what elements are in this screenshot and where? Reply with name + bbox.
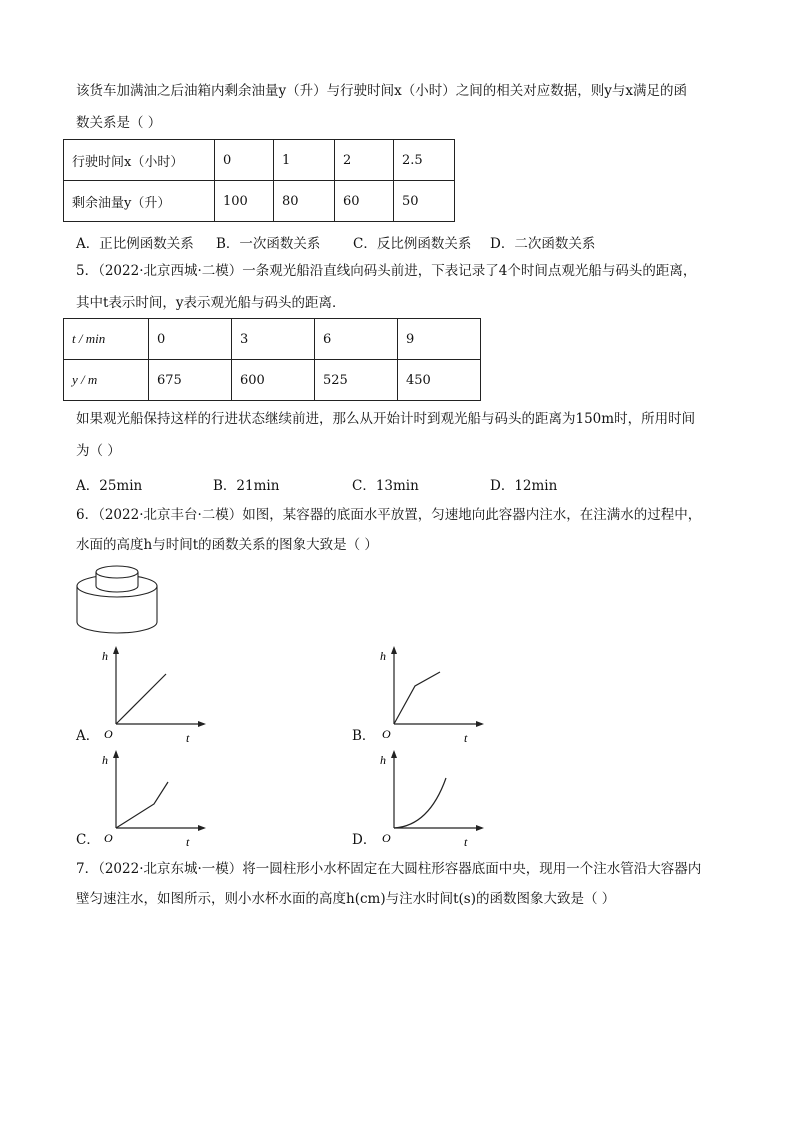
option-c-graph [96,748,206,858]
option-c: C．13min [352,478,419,494]
graph-curve [116,674,166,724]
q7-text-line-1: 7．（2022·北京东城·一模）将一圆柱形小水杯固定在大圆柱形容器底面中央，现用一个注水管沿大容器内 [76,861,702,877]
h-axis-label: h [102,753,108,767]
table-cell: 600 [232,360,315,401]
table-cell: y / m [64,360,149,401]
origin-label: O [382,831,391,845]
graph-curve [394,672,440,724]
table-row [64,140,455,181]
table-cell: 60 [335,181,394,222]
table-row [64,319,481,360]
table-cell: t / min [64,319,149,360]
table-row [64,181,455,222]
origin-label: O [104,831,113,845]
option-c: C．反比例函数关系 [353,236,472,252]
option-b-graph [374,644,484,754]
option-a-label: A． [76,728,100,744]
t-axis-label: t [186,835,190,849]
y-axis-arrow [113,750,119,758]
table-cell: 6 [315,319,398,360]
table-cell: 1 [274,140,335,181]
origin-label: O [382,727,391,741]
h-axis-label: h [102,649,108,663]
q4-data-table [63,139,455,222]
table-cell: 100 [215,181,274,222]
origin-label: O [104,727,113,741]
container-figure [72,562,162,638]
table-cell: 3 [232,319,315,360]
q6-text-line-2: 水面的高度h与时间t的函数关系的图象大致是（ ） [76,537,378,553]
option-b-label: B． [352,728,376,744]
q5-text-line-3: 如果观光船保持这样的行进状态继续前进，那么从开始计时到观光船与码头的距离为150m时，所用时间 [76,411,696,427]
graph-curve [116,782,168,828]
q7-text-line-2: 壁匀速注水，如图所示，则小水杯水面的高度h(cm)与注水时间t(s)的函数图象大致是（ ） [76,891,616,907]
small-cylinder-top [96,566,138,578]
option-d-label: D． [352,832,377,848]
table-cell: 675 [149,360,232,401]
h-axis-label: h [380,649,386,663]
y-axis-arrow [391,646,397,654]
y-axis-arrow [391,750,397,758]
option-d-graph [374,748,484,858]
x-axis-arrow [198,721,206,727]
table-cell: 9 [398,319,481,360]
q5-text-line-4: 为（ ） [76,443,121,459]
table-cell: 行驶时间x（小时） [64,140,215,181]
graph-curve [394,778,446,828]
q5-data-table [63,318,481,401]
table-cell: 525 [315,360,398,401]
q4-text-line-1: 该货车加满油之后油箱内剩余油量y（升）与行驶时间x（小时）之间的相关对应数据，则y与x满足的函 [76,83,687,99]
option-d: D．二次函数关系 [490,236,596,252]
table-row [64,360,481,401]
table-cell: 0 [215,140,274,181]
table-cell: 450 [398,360,481,401]
x-axis-arrow [476,721,484,727]
option-b: B．21min [213,478,280,494]
option-a: A．25min [76,478,143,494]
option-a-graph [96,644,206,754]
q5-text-line-2: 其中t表示时间，y表示观光船与码头的距离． [76,295,346,311]
t-axis-label: t [464,835,468,849]
q6-text-line-1: 6．（2022·北京丰台·二模）如图，某容器的底面水平放置，匀速地向此容器内注水，在注满水的过程中， [76,507,702,523]
table-cell: 2.5 [394,140,455,181]
table-cell: 2 [335,140,394,181]
table-cell: 50 [394,181,455,222]
h-axis-label: h [380,753,386,767]
q5-text-line-1: 5．（2022·北京西城·二模）一条观光船沿直线向码头前进，下表记录了4个时间点观光船与码头的距离， [76,263,697,279]
t-axis-label: t [464,731,468,745]
table-cell: 0 [149,319,232,360]
option-a: A．正比例函数关系 [76,236,194,252]
y-axis-arrow [113,646,119,654]
option-b: B．一次函数关系 [216,236,321,252]
q4-text-line-2: 数关系是（ ） [76,115,162,131]
table-cell: 剩余油量y（升） [64,181,215,222]
table-cell: 80 [274,181,335,222]
x-axis-arrow [198,825,206,831]
x-axis-arrow [476,825,484,831]
option-c-label: C． [76,832,100,848]
option-d: D．12min [490,478,558,494]
t-axis-label: t [186,731,190,745]
